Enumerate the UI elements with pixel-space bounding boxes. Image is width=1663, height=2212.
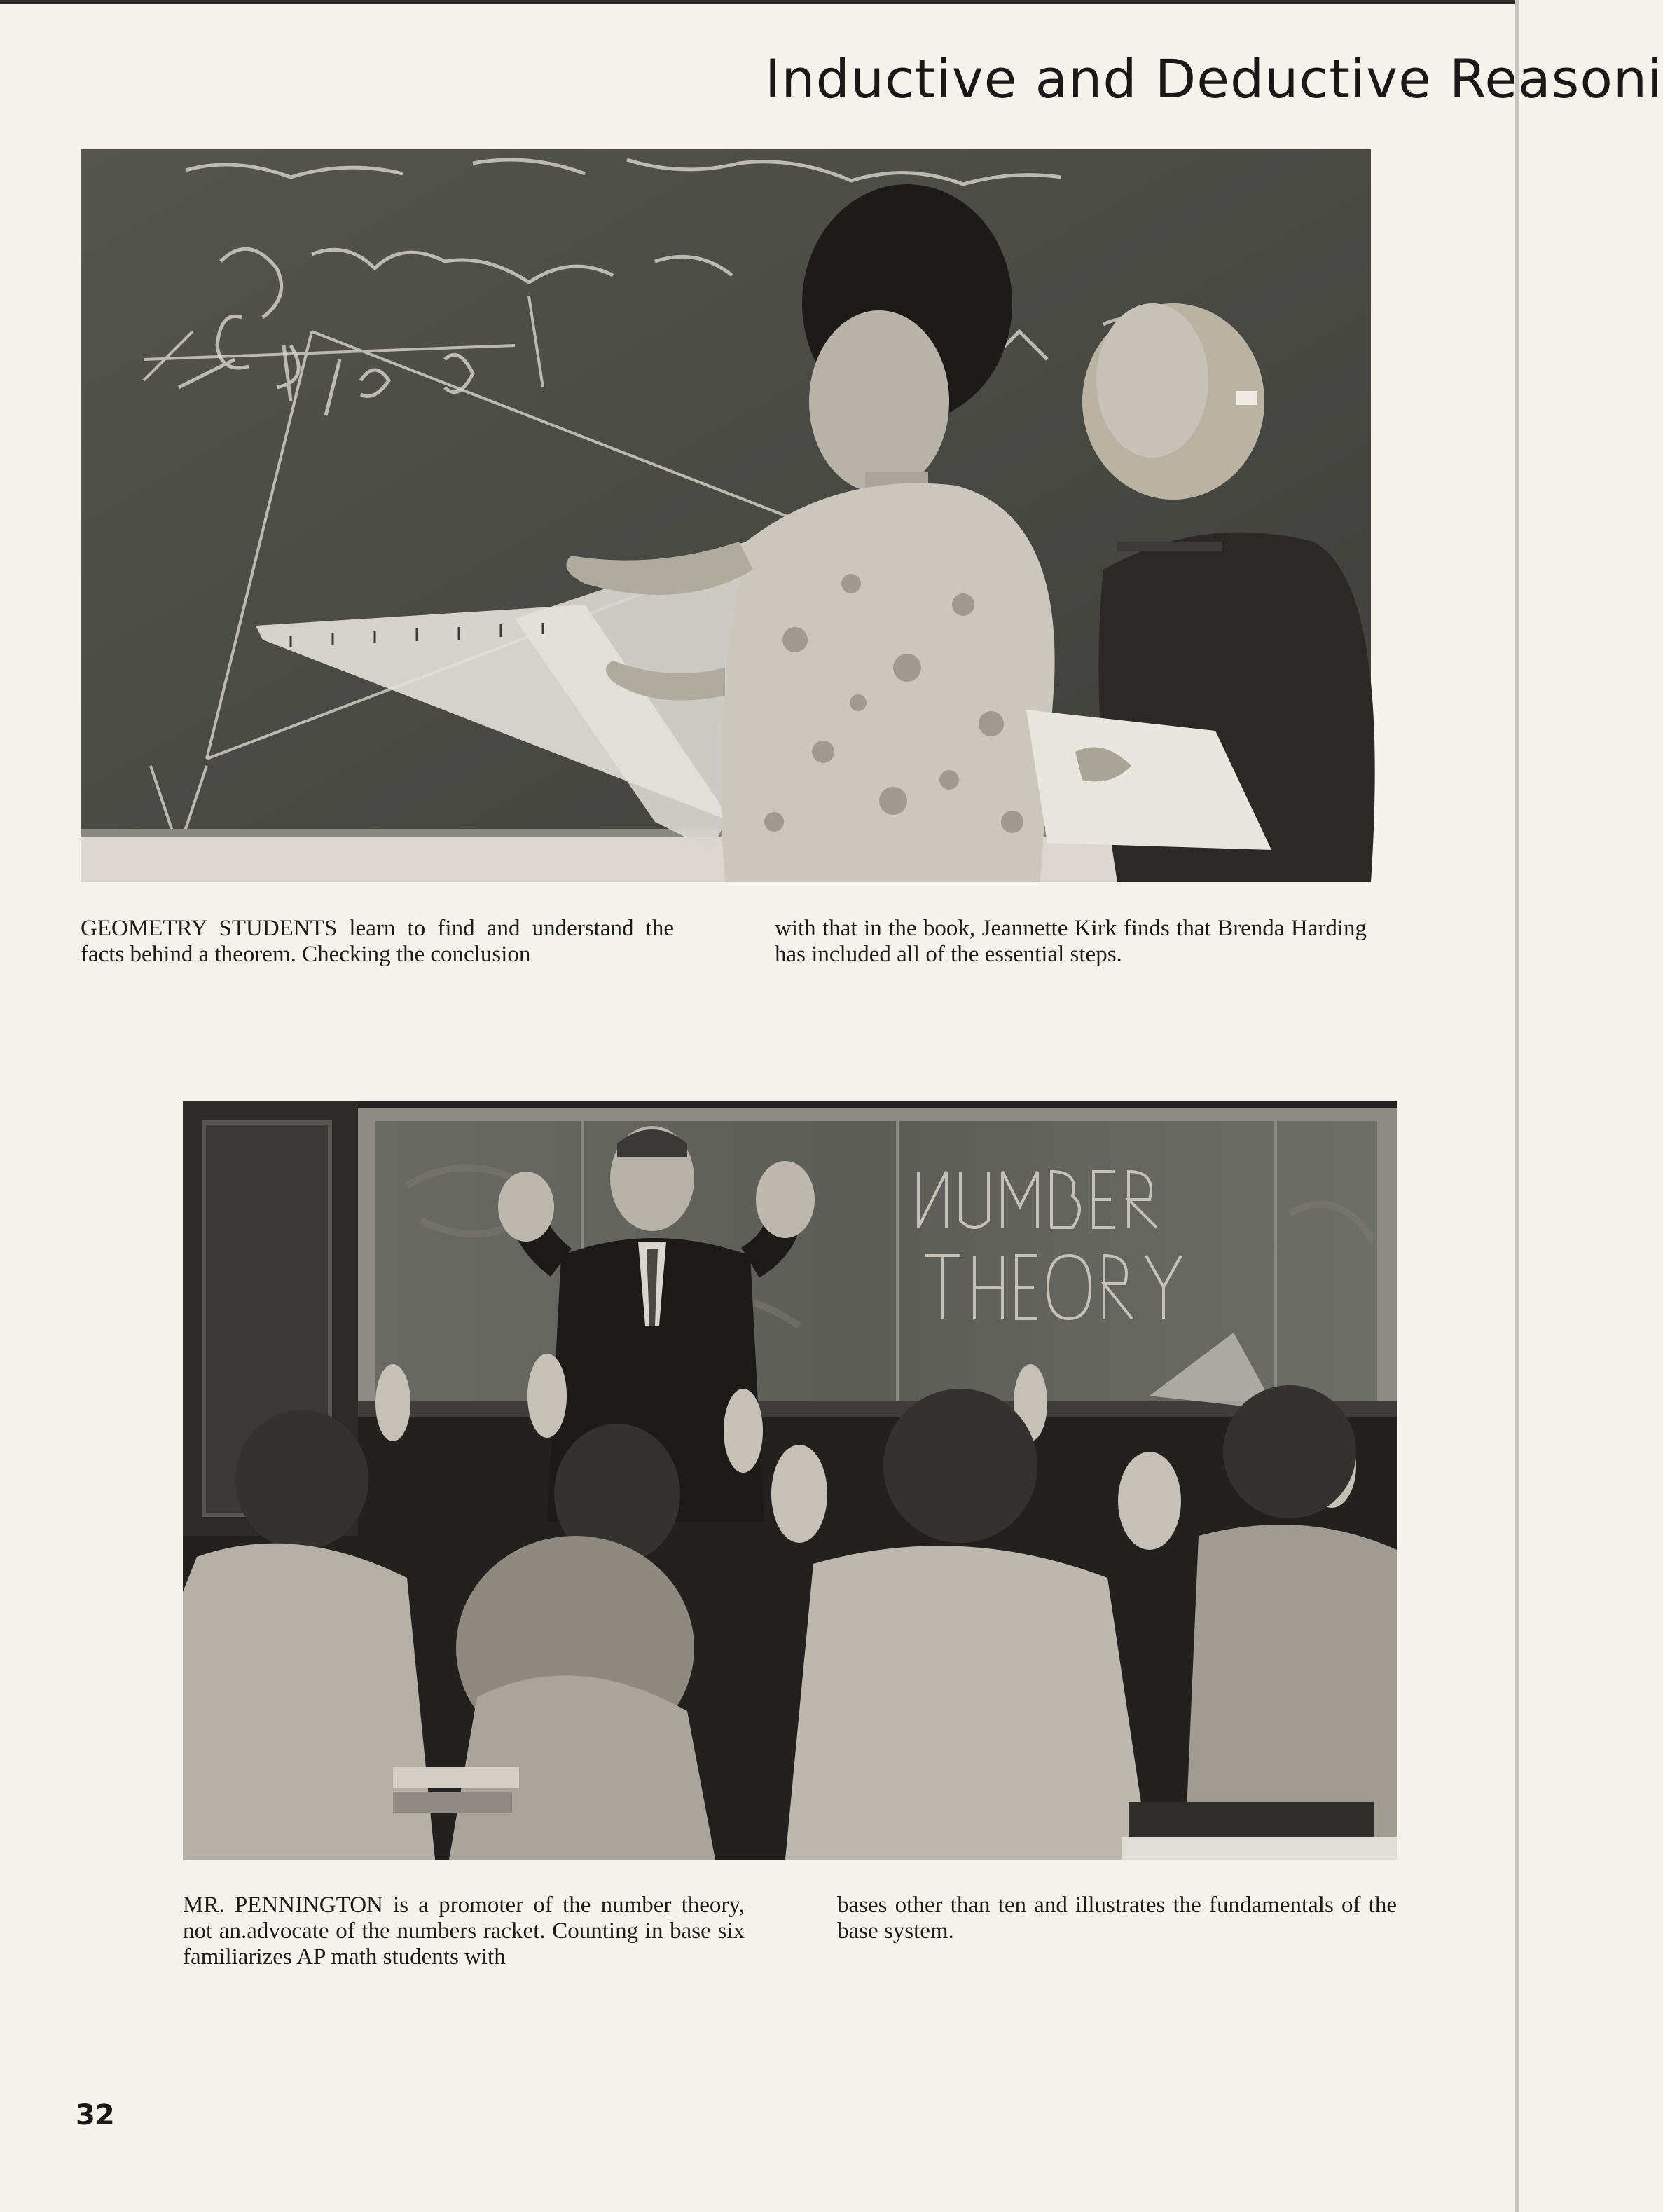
page-number: 32: [76, 2099, 115, 2131]
caption-number-theory-right: bases other than ten and illustrates the fundamentals of the base system.: [837, 1892, 1397, 1944]
page-edge: [1515, 0, 1519, 2212]
classroom-photo-illustration: [183, 1101, 1397, 1860]
caption-geometry-left: GEOMETRY STUDENTS learn to find and understand the facts behind a theorem. Checking the conclusion: [81, 916, 674, 967]
photo-number-theory-class: [183, 1101, 1397, 1860]
caption-number-theory-left: MR. PENNINGTON is a promoter of the number theory, not an.advocate of the numbers racket. Counting in base six familiarizes AP math students with: [183, 1892, 745, 1970]
page-heading: Inductive and Deductive Reasoni: [765, 48, 1663, 110]
top-border: [0, 0, 1519, 4]
geometry-photo-illustration: [81, 149, 1371, 882]
photo-geometry-students: [81, 149, 1371, 882]
caption-geometry-right: with that in the book, Jeannette Kirk finds that Brenda Harding has included all of the essential steps.: [775, 916, 1367, 967]
